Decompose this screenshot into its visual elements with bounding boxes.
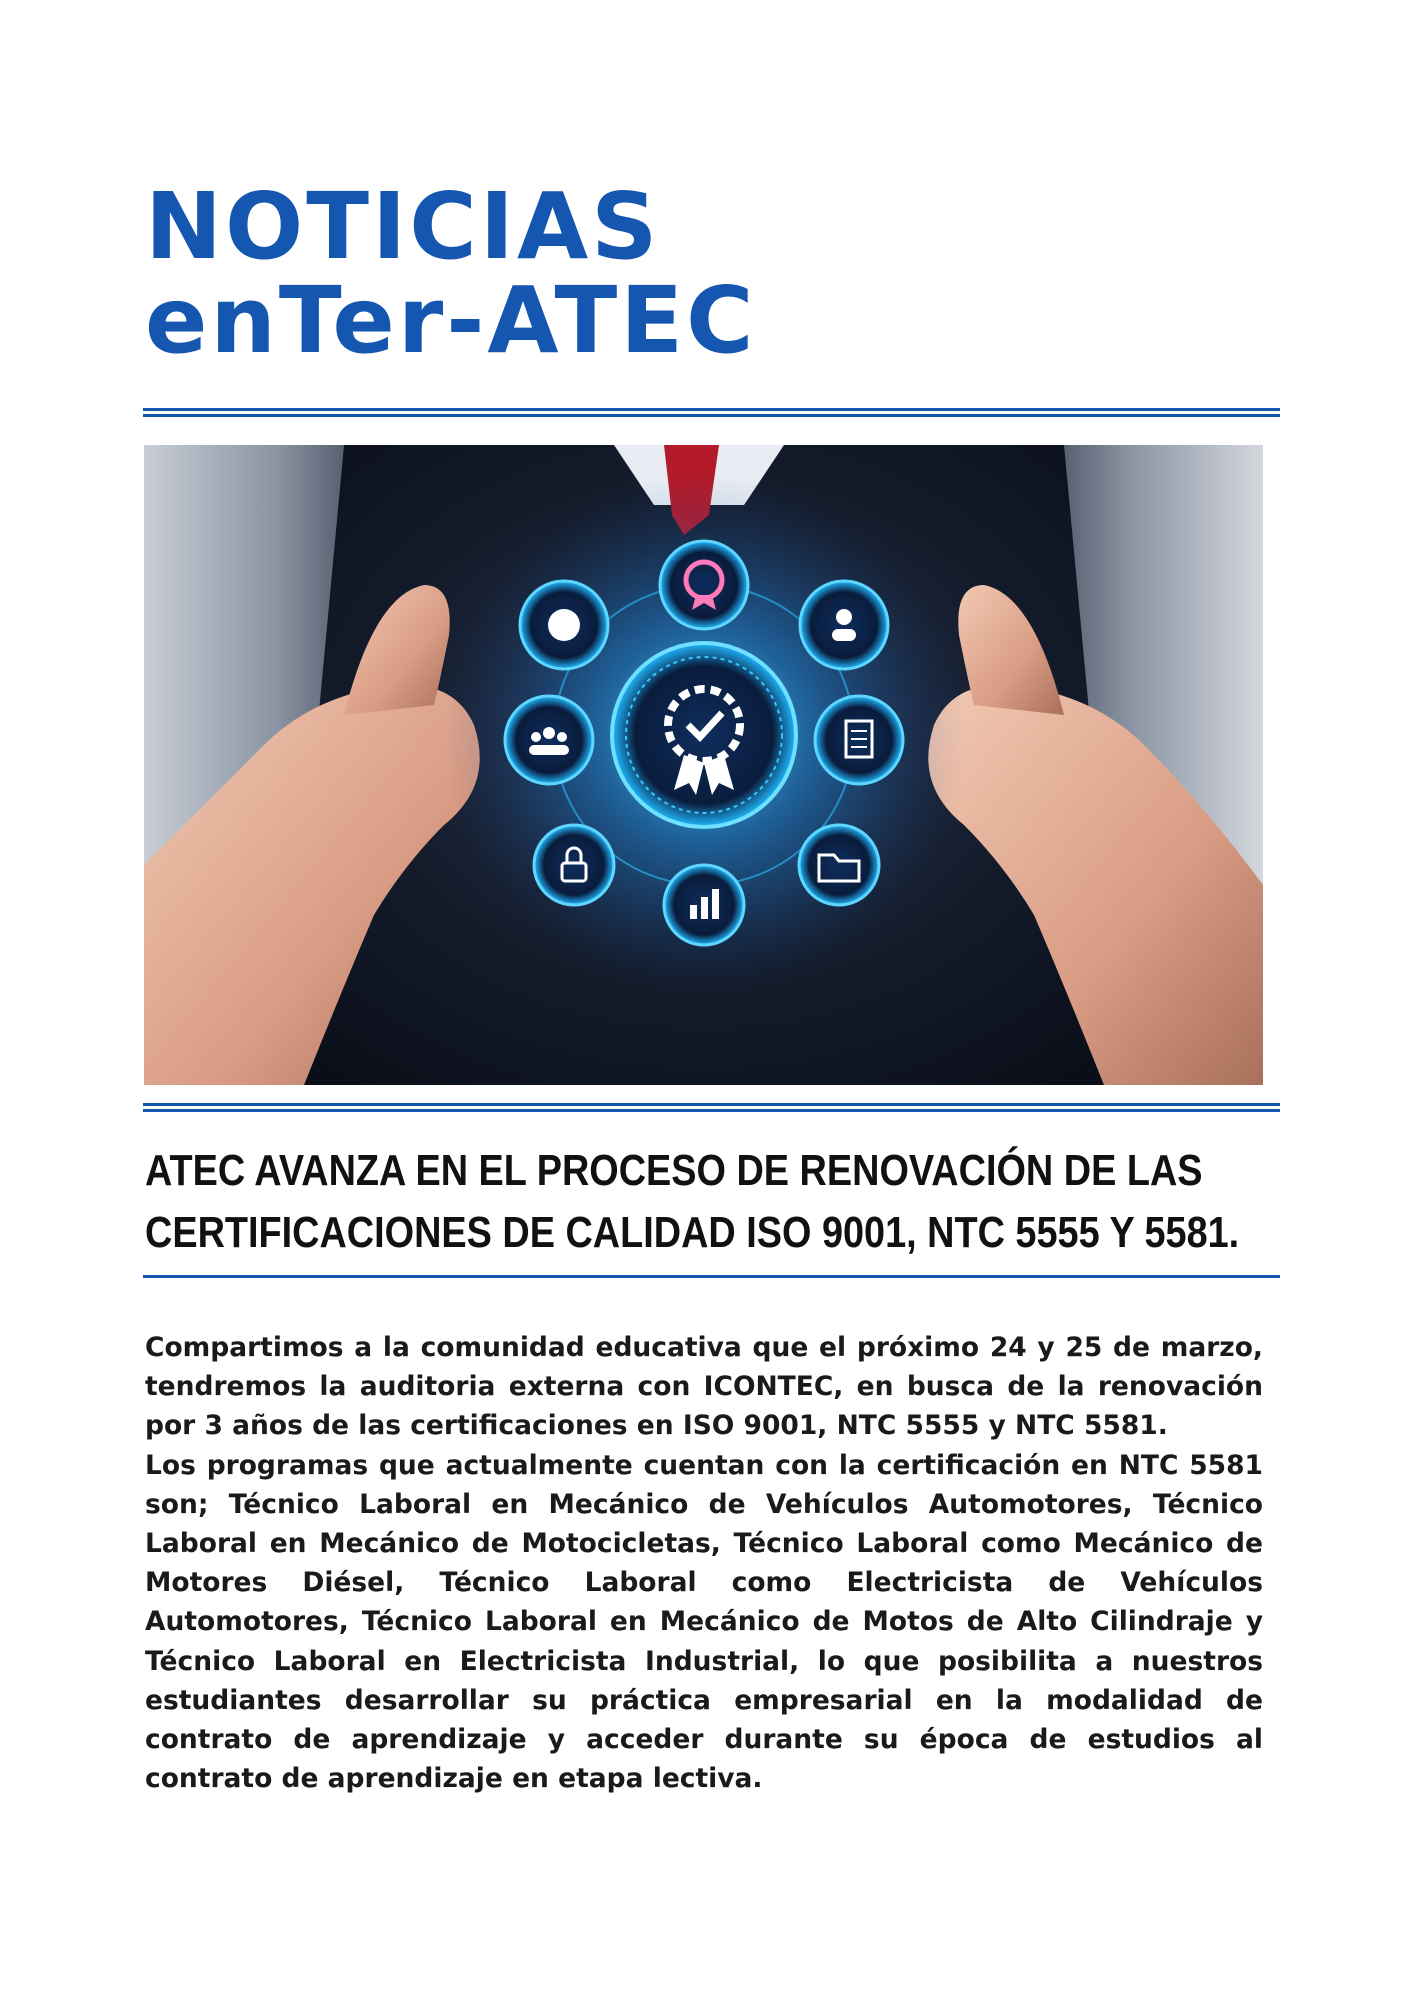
- bar-chart-icon: [664, 865, 744, 945]
- document-icon: [815, 696, 903, 784]
- article-body: [145, 1328, 1263, 1798]
- globe-icon: [520, 581, 608, 669]
- divider-bottom: [143, 1275, 1280, 1278]
- folder-icon: [799, 825, 879, 905]
- headline-line-1: ATEC AVANZA EN EL PROCESO DE RENOVACIÓN DE LAS: [145, 1146, 1203, 1195]
- group-icon: [505, 696, 593, 784]
- masthead-line-2: enTer-ATEC: [145, 267, 757, 374]
- headline-line-2: CERTIFICACIONES DE CALIDAD ISO 9001, NTC 5555 Y 5581.: [145, 1208, 1240, 1257]
- hero-photo: [144, 445, 1263, 1085]
- body-paragraph-1: Compartimos a la comunidad educativa que el próximo 24 y 25 de marzo, tendremos la auditoria externa con ICONTEC, en busca de la renovación por 3 años de las certificaciones en ISO 9001, NTC 5555 y NTC 5581.: [145, 1332, 1263, 1442]
- double-divider-middle: [143, 1103, 1280, 1112]
- article-headline: [145, 1140, 1240, 1264]
- certificate-badge-icon: [660, 541, 748, 629]
- masthead-title: [145, 173, 1045, 374]
- body-paragraph-2: Los programas que actualmente cuentan con la certificación en NTC 5581 son; Técnico Laboral en Mecánico de Vehículos Automotores, Técnico Laboral en Mecánico de Motocicletas, Técnico Laboral como Mecánico de Motores Diésel, Técnico Laboral como Electricista de Vehículos Automotores, Técnico Laboral en Mecánico de Motos de Alto Cilindraje y Técnico Laboral en Electricista Industrial, lo que posibilita a nuestros estudiantes desarrollar su práctica empresarial en la modalidad de contrato de aprendizaje y acceder durante su época de estudios al contrato de aprendizaje en etapa lectiva.: [145, 1449, 1263, 1795]
- double-divider-top: [143, 408, 1280, 417]
- lock-icon: [534, 825, 614, 905]
- user-icon: [800, 581, 888, 669]
- masthead-line-1: NOTICIAS: [145, 173, 661, 280]
